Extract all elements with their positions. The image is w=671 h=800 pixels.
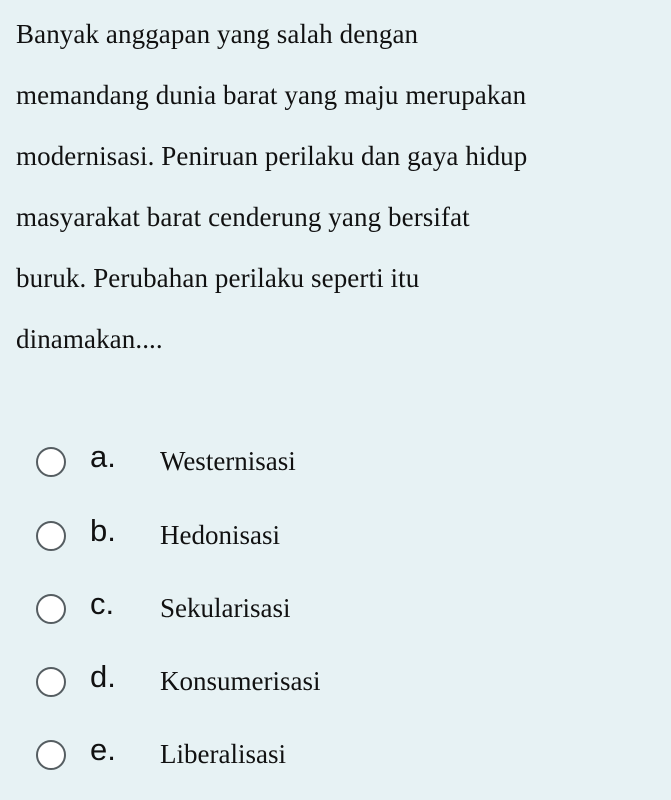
radio-button-a[interactable] xyxy=(36,447,66,477)
question-line: memandang dunia barat yang maju merupakan xyxy=(16,80,527,110)
option-label: Liberalisasi xyxy=(160,739,286,769)
question-line: masyarakat barat cenderung yang bersifat xyxy=(16,202,470,232)
option-letter: c. xyxy=(90,586,115,621)
option-label: Sekularisasi xyxy=(160,593,291,623)
option-a[interactable] xyxy=(36,439,296,482)
radio-button-b[interactable] xyxy=(36,521,66,551)
option-letter: d. xyxy=(90,659,116,694)
option-letter: a. xyxy=(90,439,116,474)
option-label: Konsumerisasi xyxy=(160,666,321,696)
option-letter: e. xyxy=(90,732,116,767)
option-label: Hedonisasi xyxy=(160,520,280,550)
option-d[interactable] xyxy=(36,659,321,702)
question-line: dinamakan.... xyxy=(16,324,163,354)
question-line: modernisasi. Peniruan perilaku dan gaya hidup xyxy=(16,141,528,171)
option-b[interactable] xyxy=(36,513,280,556)
option-e[interactable] xyxy=(36,732,286,775)
question-line: buruk. Perubahan perilaku seperti itu xyxy=(16,263,420,293)
radio-button-d[interactable] xyxy=(36,667,66,697)
question-line: Banyak anggapan yang salah dengan xyxy=(16,19,419,49)
radio-button-c[interactable] xyxy=(36,594,66,624)
option-letter: b. xyxy=(90,513,116,548)
option-label: Westernisasi xyxy=(160,446,296,476)
option-c[interactable] xyxy=(36,586,291,629)
radio-button-e[interactable] xyxy=(36,740,66,770)
